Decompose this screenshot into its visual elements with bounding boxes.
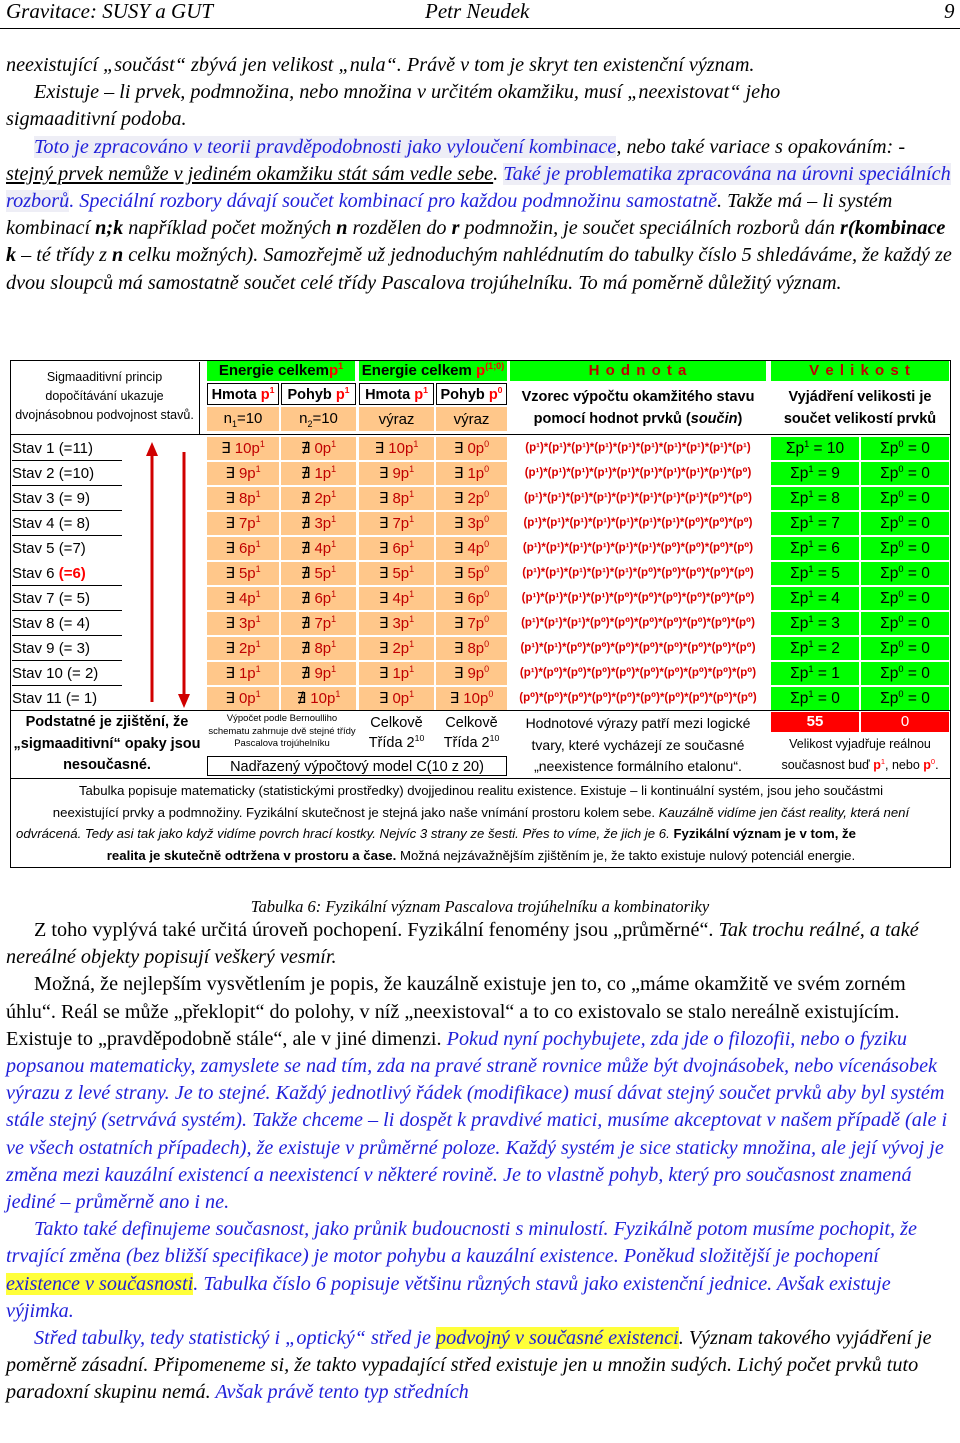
row-label: Stav 9 (= 3) [12, 640, 90, 657]
sum-p0: $\Sigma p^0 = 0$ [861, 637, 949, 660]
header-vyraz-2: výraz [436, 407, 507, 431]
cell-a: ∃ $2p^1$ [207, 637, 279, 660]
cell-b: ∄ $0p^1$ [281, 437, 356, 460]
cell-d: ∃ $9p^0$ [436, 662, 507, 685]
cell-a: ∃ $0p^1$ [207, 687, 279, 710]
cell-a: ∃ $9p^1$ [207, 462, 279, 485]
cell-a: ∃ $10p^1$ [207, 437, 279, 460]
header-n1: $n_1=10$ [207, 407, 279, 431]
sum-p0: $\Sigma p^0 = 0$ [861, 462, 949, 485]
exists-icon: ∃ [453, 440, 464, 457]
cell-a: ∃ $4p^1$ [207, 587, 279, 610]
exists-icon: ∃ [378, 515, 389, 532]
sum-p1: $\Sigma p^1 = 1$ [771, 662, 859, 685]
sum-p1: $\Sigma p^1 = 4$ [771, 587, 859, 610]
row-label: Stav 7 (= 5) [12, 590, 90, 607]
total-class-1: Celkově Třída $2^{10}$ [368, 715, 425, 751]
cell-b: ∄ $6p^1$ [281, 587, 356, 610]
exists-icon: ∃ [453, 590, 464, 607]
cell-c: ∃ $6p^1$ [359, 537, 434, 560]
state-formula: (p¹)*(p¹)*(p¹)*(p¹)*(p¹)*(p¹)*(p¹)*(p¹)*(p⁰)*(p⁰) [524, 492, 752, 504]
header-velikost: V e l i k o s t [771, 361, 949, 381]
cell-d: ∃ $0p^0$ [436, 437, 507, 460]
header-author: Petr Neudek [425, 0, 530, 23]
not-exists-icon: ∄ [300, 490, 311, 507]
cell-a: ∃ $8p^1$ [207, 487, 279, 510]
header-energy-1: Energie celkemp$^1$ [207, 361, 355, 381]
double-arrow-icon [144, 440, 196, 710]
cell-c: ∃ $5p^1$ [359, 562, 434, 585]
row-label: Stav 6 (=6) [12, 565, 86, 582]
header-energy-2: Energie celkem $p^{(1;0)}$ [359, 361, 507, 381]
exists-icon: ∃ [378, 565, 389, 582]
sum-p0: $\Sigma p^0 = 0$ [861, 437, 949, 460]
exists-icon: ∃ [453, 665, 464, 682]
state-formula: (p¹)*(p¹)*(p¹)*(p¹)*(p¹)*(p¹)*(p¹)*(p¹)*(p¹)*(p⁰) [524, 467, 752, 479]
cell-d: ∃ $7p^0$ [436, 612, 507, 635]
cell-b: ∄ $9p^1$ [281, 662, 356, 685]
exists-icon: ∃ [453, 515, 464, 532]
cell-c: ∃ $3p^1$ [359, 612, 434, 635]
cell-c: ∃ $10p^1$ [359, 437, 434, 460]
not-exists-icon: ∄ [300, 515, 311, 532]
header-hodnota: H o d n o t a [510, 361, 766, 381]
cell-b: ∄ $5p^1$ [281, 562, 356, 585]
sum-p0: $\Sigma p^0 = 0$ [861, 562, 949, 585]
cell-d: ∃ $6p^0$ [436, 587, 507, 610]
state-formula: (p¹)*(p¹)*(p¹)*(p⁰)*(p⁰)*(p⁰)*(p⁰)*(p⁰)*(p⁰)*(p⁰) [521, 617, 755, 629]
exists-icon: ∃ [378, 590, 389, 607]
not-exists-icon: ∄ [300, 465, 311, 482]
exists-icon: ∃ [225, 490, 235, 507]
exists-icon: ∃ [453, 540, 464, 557]
state-formula: (p¹)*(p¹)*(p¹)*(p¹)*(p¹)*(p¹)*(p⁰)*(p⁰)*(p⁰)*(p⁰) [522, 542, 754, 554]
sum-p0-total: 0 [861, 712, 949, 732]
exists-icon: ∃ [378, 465, 389, 482]
sum-p0: $\Sigma p^0 = 0$ [861, 687, 949, 710]
table-caption: Tabulka 6: Fyzikální význam Pascalova trojúhelníku a kombinatoriky [250, 897, 710, 916]
divider [10, 434, 951, 435]
table-note: Tabulka popisuje matematicky (statistickými prostředky) dvojjedinou realitu existence. Existuje – li kontinuální systém, jsou jeho součástmi neexistující prvky a podmnožiny. Fyzikální skutečnost je stejná jako naše vnímání prostoru kolem sebe. Kauzálně vidíme jen část reality, která není odvrácená. Tedy asi tak jako když vidíme povrch hrací kostky. Nejvíc 3 strany ze šesti. Přes to víme, že jich je 6. Fyzikální význam je v tom, že realita je skutečně odtržena v prostoru a čase. Možná nejzávažnějším zjištěním je, že takto existuje nulový potenciál energie. [16, 783, 910, 863]
exists-icon: ∃ [453, 640, 464, 657]
exists-icon: ∃ [378, 540, 389, 557]
exists-icon: ∃ [378, 665, 389, 682]
exists-icon: ∃ [225, 640, 235, 657]
body-paragraph: Takto také definujeme současnost, jako průnik budoucnosti s minulostí. Fyzikálně potom musíme pochopit, že trvající změna (bez bližší specifikace) je motor pohybu a kauzální existence. Poněkud složitější je pochopení existence v současnosti. Tabulka číslo 6 popisuje většinu různých stavů jako existenční jednice. Avšak existuje výjimka. [6, 1218, 917, 1322]
exists-icon: ∃ [453, 565, 464, 582]
pascal-table [10, 360, 951, 868]
page-header [0, 0, 960, 29]
cell-d: ∃ $5p^0$ [436, 562, 507, 585]
body-paragraph: Střed tabulky, tedy statistický i „optický“ střed je podvojný v současné existenci. Význam takového vyjádření je poměrně zásadní. Připomeneme si, že takto vypadající střed existuje jen u množin sudých. Lichý počet prvků tuto paradoxní skupinu nemá. Avšak právě tento typ středních [6, 1327, 932, 1404]
parent-model: Nadřazený výpočtový model C(10 z 20) [207, 756, 507, 776]
cell-b: ∄ $4p^1$ [281, 537, 356, 560]
cell-b: ∄ $10p^1$ [281, 687, 356, 710]
body-text [6, 917, 954, 1407]
cell-d: ∃ $8p^0$ [436, 637, 507, 660]
total-class-2: Celkově Třída $2^{10}$ [443, 715, 500, 751]
header-vyraz-1: výraz [359, 407, 434, 431]
cell-c: ∃ $9p^1$ [359, 462, 434, 485]
sum-p1: $\Sigma p^1 = 10$ [771, 437, 859, 460]
state-formula: (p¹)*(p¹)*(p¹)*(p¹)*(p¹)*(p¹)*(p¹)*(p¹)*(p¹)*(p¹) [525, 442, 751, 454]
sum-p1: $\Sigma p^1 = 0$ [771, 687, 859, 710]
exists-icon: ∃ [225, 565, 235, 582]
sum-p1-total: 55 [771, 712, 859, 732]
header-pohyb-1: Pohyb $p^1$ [281, 383, 356, 405]
body-paragraph: Z toho vyplývá také určitá úroveň pochopení. Fyzikální fenomény jsou „průměrné“. Tak trochu reálné, a také nereálné objekty popisují veškerý vesmír. [6, 919, 919, 969]
cell-a: ∃ $3p^1$ [207, 612, 279, 635]
sum-p1: $\Sigma p^1 = 8$ [771, 487, 859, 510]
header-hmota-1: Hmota $p^1$ [207, 383, 279, 405]
cell-b: ∄ $1p^1$ [281, 462, 356, 485]
header-formula: Vzorec výpočtu okamžitého stavu pomocí hodnot prvků (součin) [521, 389, 755, 427]
left-conclusion: Podstatné je zjištění, že „sigmaaditivní“ opaky jsou nesoučasné. [13, 714, 201, 773]
state-formula: (p¹)*(p¹)*(p⁰)*(p⁰)*(p⁰)*(p⁰)*(p⁰)*(p⁰)*(p⁰)*(p⁰) [520, 642, 756, 654]
principle-note: Sigmaaditivní princip dopočítávání ukazuje dvojnásobnou podvojnost stavů. [10, 362, 200, 434]
not-exists-icon: ∄ [300, 440, 311, 457]
bernoulli-note: Výpočet podle Bernoulliho schematu zahrnuje dvě stejné třídy Pascalova trojúhelníku [208, 713, 356, 749]
exists-icon: ∃ [225, 590, 235, 607]
not-exists-icon: ∄ [300, 540, 311, 557]
exists-icon: ∃ [378, 615, 389, 632]
row-label: Stav 10 (= 2) [12, 665, 99, 682]
page-number: 9 [944, 0, 955, 23]
row-label: Stav 2 (=10) [12, 465, 95, 482]
intro-line: Existuje – li prvek, podmnožina, nebo množina v určitém okamžiku, musí „neexistovat“ jeho [34, 81, 781, 104]
exists-icon: ∃ [378, 640, 389, 657]
cell-a: ∃ $1p^1$ [207, 662, 279, 685]
exists-icon: ∃ [225, 690, 235, 707]
cell-d: ∃ $2p^0$ [436, 487, 507, 510]
body-paragraph: Možná, že nejlepším vysvětlením je popis, že kauzálně existuje jen to, co „máme okamžitě ve svém zorném úhlu“. Reál se může „překlopit“ do polohy, v níž „neexistoval“ a to co existovalo se stalo nereálně existujícím. Existuje to „pravděpodobně stále“, ale v jiné dimenzi. Pokud nyní pochybujete, zda jde o filozofii, nebo o fyziku popsanou matematicky, zamyslete se nad tím, zda na pravé straně rovnice může být dvojnásobek, nebo vícenásobek výrazu z levé strany. Je to stejné. Každý jednotlivý řádek (modifikace) musí dávat stejný součet prvků aby byl systém stále stejný (setrvává systém). Takže chceme – li dospět k pravdivé matici, musíme akceptovat v našem případě (ale i ve všech ostatních případech), že existuje v průměrné poloze. Každý systém je sice staticky množina, ale její vývoj je změna mezi kauzální existencí a neexistencí v některé rovině. Je to vlastně pohyb, který pro současnost znamená jediné – průměrně ano i ne. [6, 973, 948, 1214]
not-exists-icon: ∄ [300, 665, 311, 682]
state-formula: (p¹)*(p¹)*(p¹)*(p¹)*(p¹)*(p¹)*(p¹)*(p⁰)*(p⁰)*(p⁰) [523, 517, 753, 529]
sum-p0: $\Sigma p^0 = 0$ [861, 487, 949, 510]
intro-line: neexistující „součást“ zbývá jen velikost „nula“. Právě v tom je skryt ten existenční význam. [6, 54, 755, 76]
value-note: Hodnotové výrazy patří mezi logické tvary, které vycházejí ze současné „neexistence formálního etalonu“. [525, 715, 751, 774]
sum-p1: $\Sigma p^1 = 9$ [771, 462, 859, 485]
cell-a: ∃ $7p^1$ [207, 512, 279, 535]
cell-a: ∃ $6p^1$ [207, 537, 279, 560]
exists-icon: ∃ [449, 690, 460, 707]
intro-paragraph-2: Toto je zpracováno v teorii pravděpodobnosti jako vyloučení kombinace, nebo také variace s opakováním: - stejný prvek nemůže v jediném okamžiku stát sám vedle sebe. Také je problematika zpracována na úrovni speciálních rozborů. Speciální rozbory dávají součet kombinací pro každou podmnožinu samostatně. Takže má – li systém kombinací n;k například počet možných n rozdělen do r podmnožin, je součet speciálních rozborů dán r(kombinace k – té třídy z n celku možných). Samozřejmě už jednoduchým nahlédnutím do tabulky číslo 5 shledáváme, že každý ze dvou sloupců má samostatně součet celé třídy Pascalova trojúhelníku. To má poměrně důležitý význam. [6, 135, 952, 294]
not-exists-icon: ∄ [300, 640, 311, 657]
exists-icon: ∃ [378, 490, 389, 507]
exists-icon: ∃ [225, 665, 235, 682]
not-exists-icon: ∄ [300, 615, 311, 632]
cell-c: ∃ $2p^1$ [359, 637, 434, 660]
cell-d: ∃ $10p^0$ [436, 687, 507, 710]
header-hmota-2: Hmota $p^1$ [359, 383, 434, 405]
sum-p0: $\Sigma p^0 = 0$ [861, 537, 949, 560]
exists-icon: ∃ [453, 490, 464, 507]
sum-p0: $\Sigma p^0 = 0$ [861, 587, 949, 610]
sum-p1: $\Sigma p^1 = 6$ [771, 537, 859, 560]
cell-c: ∃ $4p^1$ [359, 587, 434, 610]
sum-p1: $\Sigma p^1 = 5$ [771, 562, 859, 585]
exists-icon: ∃ [378, 690, 389, 707]
size-note: Velikost vyjadřuje reálnou současnost buď $p^1$, nebo $p^0$. [781, 737, 939, 772]
not-exists-icon: ∄ [300, 565, 311, 582]
exists-icon: ∃ [453, 465, 464, 482]
row-label: Stav 5 (=7) [12, 540, 86, 557]
cell-c: ∃ $0p^1$ [359, 687, 434, 710]
sum-p0: $\Sigma p^0 = 0$ [861, 612, 949, 635]
cell-b: ∄ $7p^1$ [281, 612, 356, 635]
sum-p0: $\Sigma p^0 = 0$ [861, 512, 949, 535]
cell-a: ∃ $5p^1$ [207, 562, 279, 585]
row-label: Stav 3 (= 9) [12, 490, 90, 507]
exists-icon: ∃ [225, 515, 235, 532]
cell-b: ∄ $2p^1$ [281, 487, 356, 510]
not-exists-icon: ∄ [300, 590, 311, 607]
exists-icon: ∃ [374, 440, 385, 457]
intro-line: sigmaaditivní podoba. [6, 108, 187, 131]
state-formula: (p⁰)*(p⁰)*(p⁰)*(p⁰)*(p⁰)*(p⁰)*(p⁰)*(p⁰)*(p⁰)*(p⁰) [519, 692, 757, 704]
cell-b: ∄ $8p^1$ [281, 637, 356, 660]
row-label: Stav 4 (= 8) [12, 515, 90, 532]
exists-icon: ∃ [225, 615, 235, 632]
state-formula: (p¹)*(p¹)*(p¹)*(p¹)*(p⁰)*(p⁰)*(p⁰)*(p⁰)*(p⁰)*(p⁰) [521, 592, 755, 604]
cell-c: ∃ $1p^1$ [359, 662, 434, 685]
header-n2: $n_2=10$ [281, 407, 356, 431]
exists-icon: ∃ [221, 440, 231, 457]
divider [10, 710, 951, 711]
cell-c: ∃ $7p^1$ [359, 512, 434, 535]
cell-d: ∃ $3p^0$ [436, 512, 507, 535]
exists-icon: ∃ [453, 615, 464, 632]
state-formula: (p¹)*(p¹)*(p¹)*(p¹)*(p¹)*(p⁰)*(p⁰)*(p⁰)*(p⁰)*(p⁰) [522, 567, 754, 579]
header-pohyb-2: Pohyb $p^0$ [436, 383, 507, 405]
sum-p1: $\Sigma p^1 = 2$ [771, 637, 859, 660]
row-label: Stav 1 (=11) [12, 440, 94, 457]
sum-p0: $\Sigma p^0 = 0$ [861, 662, 949, 685]
sum-p1: $\Sigma p^1 = 3$ [771, 612, 859, 635]
cell-d: ∃ $1p^0$ [436, 462, 507, 485]
cell-c: ∃ $8p^1$ [359, 487, 434, 510]
exists-icon: ∃ [225, 540, 235, 557]
state-formula: (p¹)*(p⁰)*(p⁰)*(p⁰)*(p⁰)*(p⁰)*(p⁰)*(p⁰)*(p⁰)*(p⁰) [519, 667, 757, 679]
header-title: Gravitace: SUSY a GUT [6, 0, 214, 23]
header-size-expression: Vyjádření velikosti je součet velikostí prvků [783, 389, 937, 427]
exists-icon: ∃ [225, 465, 235, 482]
sum-p1: $\Sigma p^1 = 7$ [771, 512, 859, 535]
row-label: Stav 8 (= 4) [12, 615, 90, 632]
cell-d: ∃ $4p^0$ [436, 537, 507, 560]
cell-b: ∄ $3p^1$ [281, 512, 356, 535]
row-label: Stav 11 (= 1) [12, 690, 98, 707]
intro-paragraph [6, 52, 954, 297]
not-exists-icon: ∄ [296, 690, 307, 707]
